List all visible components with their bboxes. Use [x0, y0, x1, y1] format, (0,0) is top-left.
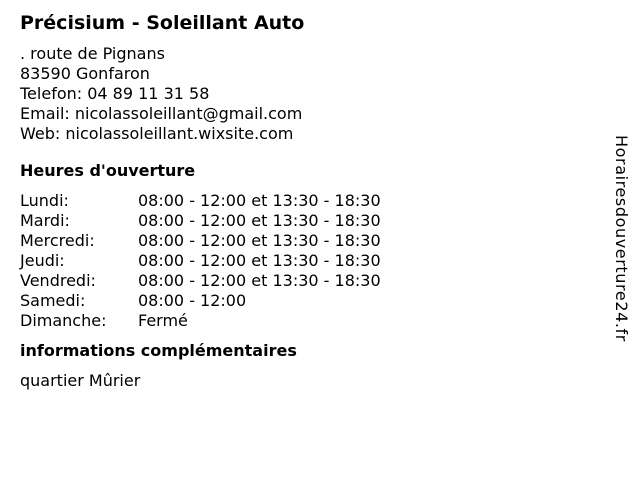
- hours-time: Fermé: [138, 311, 188, 330]
- hours-day: Mardi:: [20, 211, 70, 230]
- additional-info-heading: informations complémentaires: [20, 341, 297, 360]
- site-watermark: Horairesdouverture24.fr: [612, 135, 631, 342]
- hours-time: 08:00 - 12:00 et 13:30 - 18:30: [138, 211, 381, 230]
- hours-row: [20, 271, 381, 291]
- hours-time: 08:00 - 12:00 et 13:30 - 18:30: [138, 251, 381, 270]
- phone-text: Telefon: 04 89 11 31 58: [20, 84, 210, 103]
- opening-hours-table: [20, 191, 381, 331]
- email-text: Email: nicolassoleillant@gmail.com: [20, 104, 303, 123]
- hours-day: Vendredi:: [20, 271, 96, 290]
- business-card: [20, 10, 600, 391]
- hours-time: 08:00 - 12:00 et 13:30 - 18:30: [138, 191, 381, 210]
- hours-time: 08:00 - 12:00 et 13:30 - 18:30: [138, 271, 381, 290]
- hours-row: [20, 191, 381, 211]
- web-text: Web: nicolassoleillant.wixsite.com: [20, 124, 294, 143]
- hours-day: Mercredi:: [20, 231, 95, 250]
- hours-time: 08:00 - 12:00 et 13:30 - 18:30: [138, 231, 381, 250]
- hours-row: [20, 251, 381, 271]
- hours-day: Dimanche:: [20, 311, 107, 330]
- additional-info-text: quartier Mûrier: [20, 371, 141, 390]
- address-street: . route de Pignans: [20, 44, 165, 63]
- hours-day: Jeudi:: [20, 251, 65, 270]
- hours-row: [20, 231, 381, 251]
- hours-row: [20, 291, 381, 311]
- address-block: [20, 44, 600, 144]
- hours-day: Lundi:: [20, 191, 69, 210]
- hours-row: [20, 211, 381, 231]
- address-city: 83590 Gonfaron: [20, 64, 150, 83]
- hours-day: Samedi:: [20, 291, 86, 310]
- hours-row: [20, 311, 381, 331]
- hours-time: 08:00 - 12:00: [138, 291, 247, 310]
- opening-hours-heading: Heures d'ouverture: [20, 161, 196, 180]
- business-name: Précisium - Soleillant Auto: [20, 12, 305, 34]
